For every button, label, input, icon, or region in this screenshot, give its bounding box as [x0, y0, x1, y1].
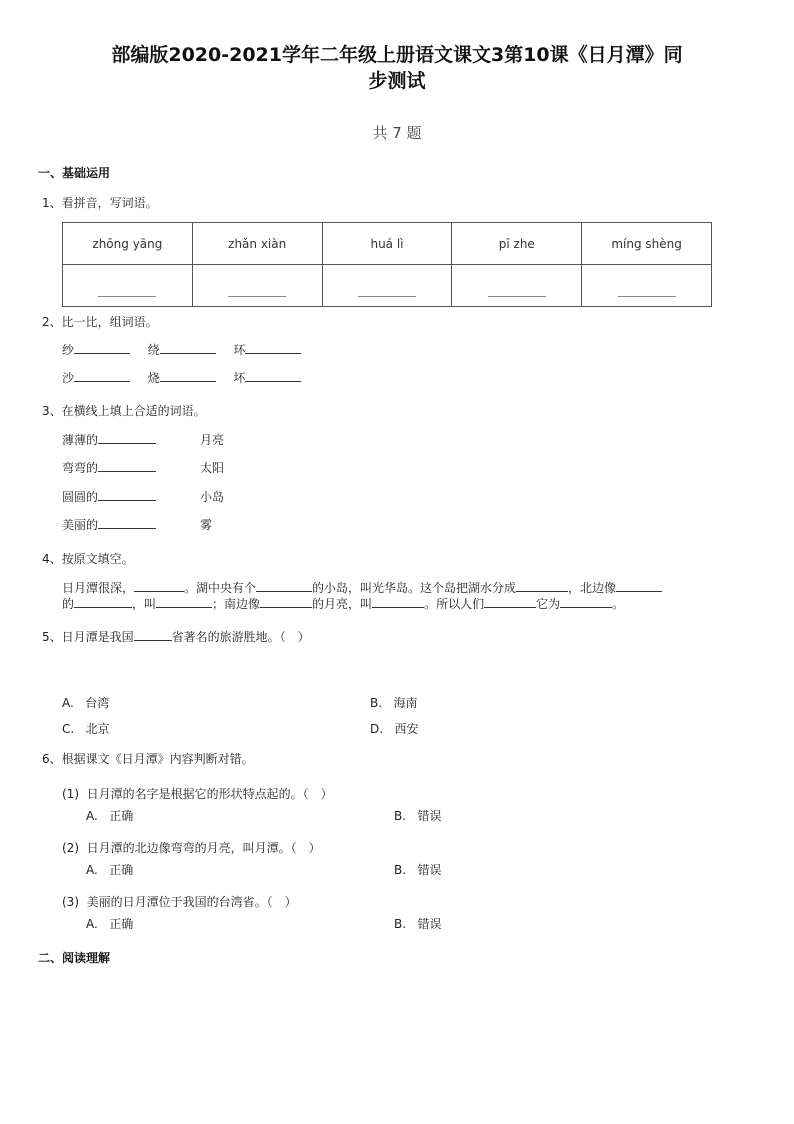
option-text: 海南	[393, 696, 418, 710]
q6-1-option-b[interactable]	[394, 807, 442, 824]
fill-blank[interactable]	[245, 369, 301, 382]
char: 坏	[233, 371, 246, 385]
fill-blank[interactable]	[160, 341, 216, 354]
answer-cell[interactable]	[322, 265, 452, 307]
q2-prompt: 2、比一比，组词语。	[42, 315, 158, 329]
pinyin-cell: zhōng yāng	[63, 223, 193, 265]
fill-blank[interactable]	[156, 595, 212, 608]
q4-line2	[62, 595, 624, 612]
pinyin-cell: zhǎn xiàn	[192, 223, 322, 265]
q6-prompt: 6、根据课文《日月潭》内容判断对错。	[42, 752, 254, 766]
option-letter: B.	[394, 917, 407, 931]
q3-left: 薄薄的	[62, 433, 99, 447]
text: ，北边像	[568, 581, 617, 595]
char: 纱	[62, 343, 75, 357]
fill-blank[interactable]	[160, 369, 216, 382]
answer-line	[358, 286, 416, 297]
text: 它为	[536, 597, 561, 611]
char: 环	[233, 343, 246, 357]
sub-number: (2)	[62, 841, 79, 855]
q6-3-option-a[interactable]	[86, 915, 133, 932]
section-heading-reading: 二、阅读理解	[38, 951, 111, 965]
text: 的月亮，叫	[312, 597, 373, 611]
q6-sub-2	[62, 839, 321, 856]
fill-blank[interactable]	[616, 579, 662, 592]
fill-blank[interactable]	[372, 595, 424, 608]
text: 。所以人们	[424, 597, 485, 611]
option-text: 正确	[109, 917, 134, 931]
fill-blank[interactable]	[560, 595, 612, 608]
fill-blank[interactable]	[260, 595, 312, 608]
text: 。	[612, 597, 625, 611]
pinyin-cell: pī zhe	[452, 223, 582, 265]
pinyin-table	[62, 222, 712, 307]
option-text: 错误	[417, 917, 442, 931]
text: 的小岛，叫光华岛。这个岛把湖水分成	[312, 581, 517, 595]
fill-blank[interactable]	[484, 595, 536, 608]
q3-left: 弯弯的	[62, 461, 99, 475]
answer-cell[interactable]	[63, 265, 193, 307]
q5-option-b[interactable]	[370, 694, 418, 711]
option-letter: A.	[86, 917, 98, 931]
pinyin-cell: huá lì	[322, 223, 452, 265]
option-letter: A.	[86, 863, 98, 877]
option-text: 台湾	[85, 696, 110, 710]
option-letter: B.	[394, 863, 407, 877]
char: 烧	[147, 371, 160, 385]
q3-left: 美丽的	[62, 518, 99, 532]
fill-blank[interactable]	[98, 516, 156, 529]
q3-right: 太阳	[200, 461, 225, 475]
option-letter: A.	[62, 696, 74, 710]
fill-blank[interactable]	[98, 431, 156, 444]
q3-left: 圆圆的	[62, 490, 99, 504]
q5-option-d[interactable]	[370, 720, 419, 737]
option-letter: B.	[370, 696, 383, 710]
q3-prompt: 3、在横线上填上合适的词语。	[42, 404, 206, 418]
fill-blank[interactable]	[74, 595, 132, 608]
sub-number: (1)	[62, 787, 79, 801]
answer-line	[618, 286, 676, 297]
option-text: 正确	[109, 809, 134, 823]
q6-sub-3	[62, 893, 297, 910]
sub-text: 日月潭的北边像弯弯的月亮，叫月潭。（ ）	[86, 841, 321, 855]
answer-line	[228, 286, 286, 297]
q5-prompt	[42, 628, 310, 645]
q3-row	[62, 459, 156, 476]
pinyin-cell: míng shèng	[582, 223, 712, 265]
q2-row1	[62, 341, 301, 358]
q6-2-option-a[interactable]	[86, 861, 133, 878]
fill-blank[interactable]	[98, 488, 156, 501]
option-letter: A.	[86, 809, 98, 823]
option-letter: B.	[394, 809, 407, 823]
text: ；南边像	[212, 597, 261, 611]
answer-line	[488, 286, 546, 297]
answer-cell[interactable]	[582, 265, 712, 307]
q6-1-option-a[interactable]	[86, 807, 133, 824]
q6-3-option-b[interactable]	[394, 915, 442, 932]
q3-right: 月亮	[200, 433, 225, 447]
q3-right: 小岛	[200, 490, 225, 504]
q3-row	[62, 516, 156, 533]
fill-blank[interactable]	[134, 628, 172, 641]
text: 的	[62, 597, 75, 611]
fill-blank[interactable]	[516, 579, 568, 592]
q1-prompt: 1、看拼音，写词语。	[42, 196, 158, 210]
page-title-line1: 部编版2020-2021学年二年级上册语文课文3第10课《日月潭》同	[111, 44, 683, 66]
char: 绕	[147, 343, 160, 357]
section-heading-basic: 一、基础运用	[38, 166, 111, 180]
sub-text: 日月潭的名字是根据它的形状特点起的。（ ）	[86, 787, 333, 801]
answer-cell[interactable]	[192, 265, 322, 307]
fill-blank[interactable]	[245, 341, 301, 354]
q6-2-option-b[interactable]	[394, 861, 442, 878]
option-text: 错误	[417, 809, 442, 823]
fill-blank[interactable]	[256, 579, 312, 592]
option-text: 错误	[417, 863, 442, 877]
q3-row	[62, 431, 156, 448]
text: 日月潭很深，	[62, 581, 135, 595]
text: 省著名的旅游胜地。（ ）	[171, 630, 310, 644]
q2-row2	[62, 369, 301, 386]
char: 沙	[62, 371, 75, 385]
q5-option-c[interactable]	[62, 720, 110, 737]
text: ，叫	[132, 597, 157, 611]
question-count: 共 7 题	[372, 124, 422, 142]
option-letter: C.	[62, 722, 75, 736]
q6-sub-1	[62, 785, 333, 802]
sub-number: (3)	[62, 895, 79, 909]
q4-prompt: 4、按原文填空。	[42, 552, 134, 566]
fill-blank[interactable]	[134, 579, 184, 592]
fill-blank[interactable]	[98, 459, 156, 472]
text: 。湖中央有个	[184, 581, 257, 595]
answer-line	[98, 286, 156, 297]
q5-option-a[interactable]	[62, 694, 109, 711]
fill-blank[interactable]	[74, 369, 130, 382]
q3-row	[62, 488, 156, 505]
option-letter: D.	[370, 722, 384, 736]
sub-text: 美丽的日月潭位于我国的台湾省。（ ）	[86, 895, 297, 909]
q3-right: 雾	[200, 518, 213, 532]
answer-cell[interactable]	[452, 265, 582, 307]
q4-line1	[62, 579, 662, 596]
option-text: 北京	[85, 722, 110, 736]
option-text: 正确	[109, 863, 134, 877]
page-title-line2: 步测试	[368, 70, 426, 92]
option-text: 西安	[394, 722, 419, 736]
fill-blank[interactable]	[74, 341, 130, 354]
text: 5、日月潭是我国	[42, 630, 134, 644]
